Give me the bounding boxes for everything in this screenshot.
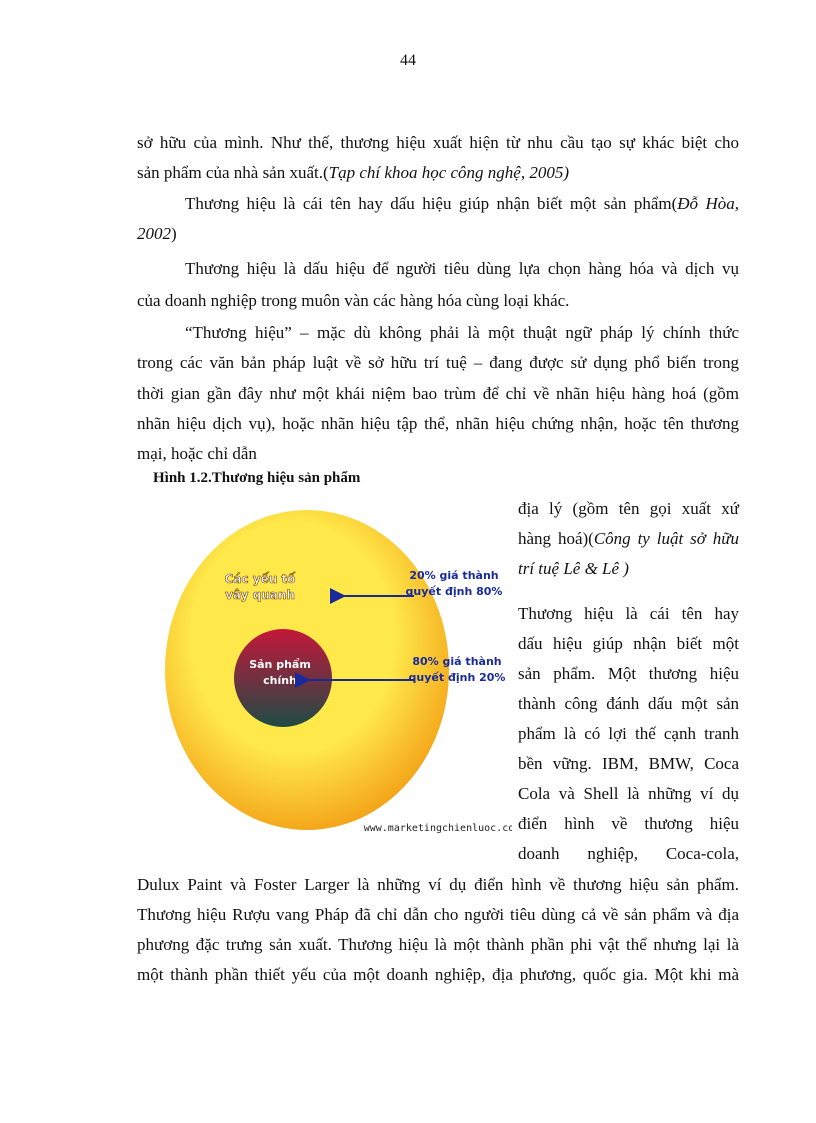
text-line bbox=[518, 693, 739, 715]
text-segment: hàng hoá)( bbox=[518, 529, 594, 548]
text-segment: của doanh nghiệp trong muôn vàn các hàng hóa cùng loại khác. bbox=[137, 291, 570, 310]
text-segment: điển hình về thương hiệu bbox=[518, 814, 739, 833]
inner-note-line2: quyết định 20% bbox=[408, 671, 506, 684]
italic-citation: Công ty luật sở hữu bbox=[593, 529, 739, 548]
text-segment: Dulux Paint và Foster Larger là những ví dụ điển hình về thương hiệu sản phẩm. bbox=[137, 875, 739, 894]
text-segment: nhãn hiệu dịch vụ), hoặc nhãn hiệu tập thể, nhãn hiệu chứng nhận, hoặc tên thương bbox=[137, 414, 739, 433]
text-segment: mại, hoặc chỉ dẫn bbox=[137, 444, 257, 463]
text-line bbox=[185, 193, 739, 215]
outer-note-line2: quyết định 80% bbox=[405, 585, 503, 598]
text-line bbox=[137, 383, 739, 405]
text-segment: địa lý (gồm tên gọi xuất xứ bbox=[518, 499, 739, 518]
text-line bbox=[518, 528, 739, 550]
text-line bbox=[518, 753, 739, 775]
text-line bbox=[518, 603, 739, 625]
text-segment: Cola và Shell là những ví dụ bbox=[518, 784, 739, 803]
text-segment: phẩm là có lợi thế cạnh tranh bbox=[518, 724, 739, 743]
page-number: 44 bbox=[400, 52, 416, 69]
inner-label-line1: Sản phẩm bbox=[249, 658, 311, 671]
inner-note-line1: 80% giá thành bbox=[412, 655, 502, 668]
text-line bbox=[518, 663, 739, 685]
italic-citation: trí tuệ Lê & Lê ) bbox=[518, 559, 629, 578]
italic-citation: 2002 bbox=[137, 224, 171, 243]
text-line bbox=[137, 352, 739, 374]
text-line bbox=[137, 413, 739, 435]
text-segment: thành công đánh dấu một sản bbox=[518, 694, 739, 713]
text-line bbox=[518, 813, 739, 835]
text-segment: sở hữu của mình. Như thế, thương hiệu xuất hiện từ nhu cầu tạo sự khác biệt cho bbox=[137, 133, 739, 152]
text-line bbox=[137, 443, 739, 465]
text-segment: doanh nghiệp, Coca-cola, bbox=[518, 844, 739, 863]
text-segment: một thành phần thiết yếu của một doanh nghiệp, địa phương, quốc gia. Một khi mà bbox=[137, 965, 739, 984]
text-line bbox=[518, 558, 739, 580]
text-line bbox=[518, 723, 739, 745]
italic-citation: Đỗ Hòa, bbox=[677, 194, 739, 213]
text-segment: dấu hiệu giúp nhận biết một bbox=[518, 634, 739, 653]
text-line bbox=[518, 633, 739, 655]
text-line bbox=[518, 783, 739, 805]
text-segment: thời gian gần đây như một khái niệm bao trùm để chỉ về nhãn hiệu hàng hoá (gồm bbox=[137, 384, 739, 403]
watermark: www.marketingchienluoc.com bbox=[363, 823, 512, 834]
text-line bbox=[137, 223, 739, 245]
outer-note-line1: 20% giá thành bbox=[409, 569, 499, 582]
text-segment: Thương hiệu là cái tên hay bbox=[518, 604, 739, 623]
text-segment: sản phẩm. Một thương hiệu bbox=[518, 664, 739, 683]
text-segment: phương đặc trưng sản xuất. Thương hiệu là một thành phần phi vật thể nhưng lại là bbox=[137, 935, 739, 954]
text-segment: ) bbox=[171, 224, 177, 243]
text-line bbox=[185, 322, 739, 344]
outer-label-line2: vây quanh bbox=[225, 588, 295, 602]
inner-label-line2: chính bbox=[263, 674, 297, 687]
text-line bbox=[137, 132, 739, 154]
figure-caption: Hình 1.2.Thương hiệu sản phẩm bbox=[153, 470, 361, 486]
text-segment: sản phẩm của nhà sản xuất.( bbox=[137, 163, 329, 182]
text-segment: “Thương hiệu” – mặc dù không phải là một thuật ngữ pháp lý chính thức bbox=[185, 323, 739, 342]
text-segment: trong các văn bản pháp luật về sở hữu trí tuệ – đang được sử dụng phổ biến trong bbox=[137, 353, 739, 372]
text-line bbox=[137, 934, 739, 956]
outer-label-line1: Các yếu tố bbox=[224, 572, 296, 586]
text-line bbox=[518, 498, 739, 520]
figure-diagram bbox=[152, 498, 512, 838]
text-line bbox=[137, 162, 739, 184]
text-line bbox=[185, 258, 739, 280]
text-line bbox=[518, 843, 739, 865]
text-segment: bền vững. IBM, BMW, Coca bbox=[518, 754, 739, 773]
text-segment: Thương hiệu là dấu hiệu để người tiêu dùng lựa chọn hàng hóa và dịch vụ bbox=[185, 259, 739, 278]
text-line bbox=[137, 874, 739, 896]
text-line bbox=[137, 964, 739, 986]
text-segment: Thương hiệu Rượu vang Pháp đã chỉ dẫn cho người tiêu dùng cả về sản phẩm và địa bbox=[137, 905, 739, 924]
text-line bbox=[137, 290, 739, 312]
text-line bbox=[137, 904, 739, 926]
text-segment: Thương hiệu là cái tên hay dấu hiệu giúp nhận biết một sản phẩm( bbox=[185, 194, 678, 213]
brand-product-figure bbox=[152, 498, 512, 838]
italic-citation: Tạp chí khoa học công nghệ, 2005) bbox=[328, 163, 569, 182]
